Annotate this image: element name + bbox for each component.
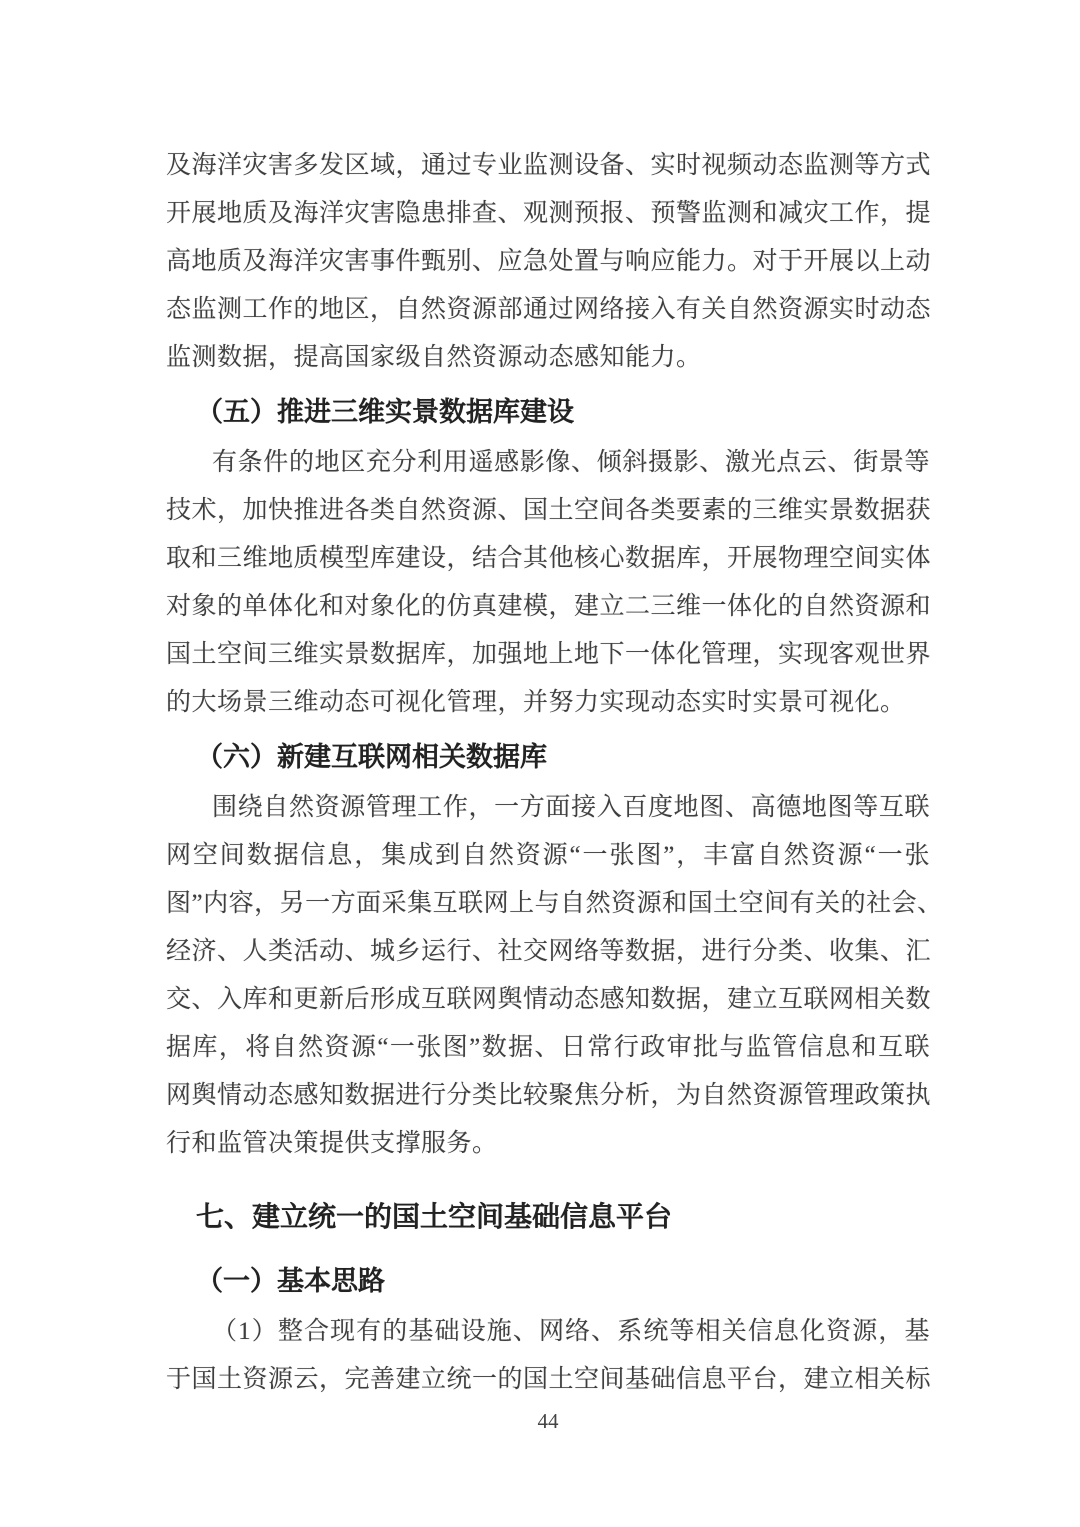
text-line: 据库，将自然资源“一张图”数据、日常行政审批与监管信息和互联	[166, 1034, 930, 1061]
text-line: 于国土资源云，完善建立统一的国土空间基础信息平台，建立相关标	[166, 1366, 932, 1393]
heading-section-5-3d-realscene-database: （五）推进三维实景数据库建设	[196, 397, 574, 428]
text-line: 国土空间三维实景数据库，加强地上地下一体化管理，实现客观世界	[166, 641, 932, 668]
text-line: 对象的单体化和对象化的仿真建模，建立二三维一体化的自然资源和	[166, 593, 932, 620]
text-line: 态监测工作的地区，自然资源部通过网络接入有关自然资源实时动态	[166, 296, 932, 323]
text-line: 监测数据，提高国家级自然资源动态感知能力。	[166, 344, 702, 371]
paragraph-disaster-monitoring	[166, 142, 930, 382]
text-line: 行和监管决策提供支撑服务。	[166, 1130, 498, 1157]
text-line: 交、入库和更新后形成互联网舆情动态感知数据，建立互联网相关数	[166, 986, 932, 1013]
paragraph-3d-realscene-database	[166, 439, 930, 727]
text-line: 取和三维地质模型库建设，结合其他核心数据库，开展物理空间实体	[166, 545, 932, 572]
text-line: 网舆情动态感知数据进行分类比较聚焦分析，为自然资源管理政策执	[166, 1082, 932, 1109]
text-line: 经济、人类活动、城乡运行、社交网络等数据，进行分类、收集、汇	[166, 938, 932, 965]
text-line: 有条件的地区充分利用遥感影像、倾斜摄影、激光点云、街景等	[212, 449, 930, 476]
page-number: 44	[537, 1409, 559, 1433]
text-line: 围绕自然资源管理工作，一方面接入百度地图、高德地图等互联	[212, 794, 930, 821]
paragraph-internet-database	[166, 784, 943, 1168]
text-line: 图”内容，另一方面采集互联网上与自然资源和国土空间有关的社会、	[166, 890, 943, 917]
heading-section-6-internet-database: （六）新建互联网相关数据库	[196, 742, 547, 773]
text-line: 开展地质及海洋灾害隐患排查、观测预报、预警监测和减灾工作，提	[166, 200, 932, 227]
heading-subsection-1-basic-approach: （一）基本思路	[196, 1266, 385, 1297]
text-line: （1）整合现有的基础设施、网络、系统等相关信息化资源，基	[212, 1318, 930, 1345]
text-line: 网空间数据信息，集成到自然资源“一张图”，丰富自然资源“一张	[166, 842, 930, 869]
heading-chapter-7-spatial-platform: 七、建立统一的国土空间基础信息平台	[196, 1200, 673, 1233]
text-line: 高地质及海洋灾害事件甄别、应急处置与响应能力。对于开展以上动	[166, 248, 932, 275]
text-line: 的大场景三维动态可视化管理，并努力实现动态实时实景可视化。	[166, 689, 906, 716]
text-line: 及海洋灾害多发区域，通过专业监测设备、实时视频动态监测等方式	[166, 152, 932, 179]
document-body	[166, 0, 943, 1434]
paragraph-basic-approach	[166, 1308, 930, 1404]
text-line: 技术，加快推进各类自然资源、国土空间各类要素的三维实景数据获	[166, 497, 932, 524]
